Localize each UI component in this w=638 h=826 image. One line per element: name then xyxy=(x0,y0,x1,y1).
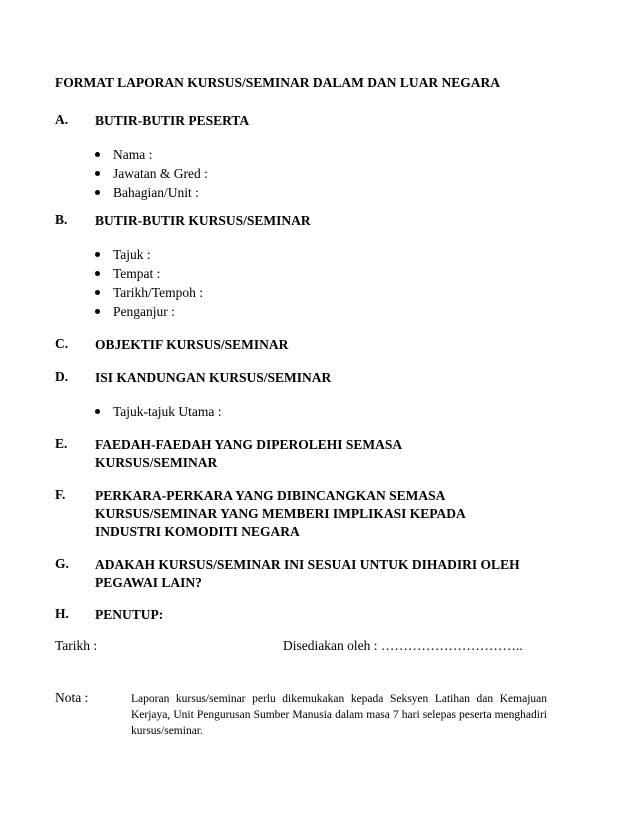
list-item: Bahagian/Unit : xyxy=(95,183,208,202)
section-a-letter: A. xyxy=(55,112,69,127)
list-item: Tajuk : xyxy=(95,245,203,264)
disediakan-label: Disediakan oleh : ………………………….. xyxy=(283,638,523,653)
nota-text: Laporan kursus/seminar perlu dikemukakan kepada Seksyen Latihan dan Kemajuan Kerjaya, Unit Pengurusan Sumber Manusia dalam masa 7 hari selepas peserta menghadiri kursus/seminar. xyxy=(131,693,547,737)
section-f-letter: F. xyxy=(55,487,66,502)
list-item: Nama : xyxy=(95,145,208,164)
section-g-letter: G. xyxy=(55,556,69,571)
section-a-list xyxy=(95,145,208,202)
section-d-heading: ISI KANDUNGAN KURSUS/SEMINAR xyxy=(95,370,332,385)
section-e-heading: FAEDAH-FAEDAH YANG DIPEROLEHI SEMASA KURSUS/SEMINAR xyxy=(95,437,402,470)
section-b-heading: BUTIR-BUTIR KURSUS/SEMINAR xyxy=(95,213,311,228)
list-item: Tempat : xyxy=(95,264,203,283)
section-b-list xyxy=(95,245,203,321)
section-b-letter: B. xyxy=(55,212,68,227)
section-c-letter: C. xyxy=(55,336,69,351)
tarikh-label: Tarikh : xyxy=(55,638,98,653)
list-item: Tajuk-tajuk Utama : xyxy=(95,402,222,421)
document-title: FORMAT LAPORAN KURSUS/SEMINAR DALAM DAN LUAR NEGARA xyxy=(55,75,501,90)
nota-label: Nota : xyxy=(55,690,89,705)
bullet-icon xyxy=(95,309,100,314)
bullet-icon xyxy=(95,290,100,295)
bullet-icon xyxy=(95,171,100,176)
section-h-letter: H. xyxy=(55,606,69,621)
section-h-heading: PENUTUP: xyxy=(95,607,164,622)
bullet-icon xyxy=(95,271,100,276)
section-d-letter: D. xyxy=(55,369,69,384)
bullet-icon xyxy=(95,409,100,414)
bullet-icon xyxy=(95,190,100,195)
section-a-heading: BUTIR-BUTIR PESERTA xyxy=(95,113,250,128)
bullet-icon xyxy=(95,152,100,157)
section-c-heading: OBJEKTIF KURSUS/SEMINAR xyxy=(95,337,289,352)
section-d-list xyxy=(95,402,222,421)
bullet-icon xyxy=(95,252,100,257)
section-e-letter: E. xyxy=(55,436,68,451)
section-g-heading: ADAKAH KURSUS/SEMINAR INI SESUAI UNTUK DIHADIRI OLEH PEGAWAI LAIN? xyxy=(95,557,520,590)
list-item: Jawatan & Gred : xyxy=(95,164,208,183)
list-item: Tarikh/Tempoh : xyxy=(95,283,203,302)
list-item: Penganjur : xyxy=(95,302,203,321)
section-f-heading: PERKARA-PERKARA YANG DIBINCANGKAN SEMASA KURSUS/SEMINAR YANG MEMBERI IMPLIKASI KEPADA INDUSTRI KOMODITI NEGARA xyxy=(95,488,466,539)
